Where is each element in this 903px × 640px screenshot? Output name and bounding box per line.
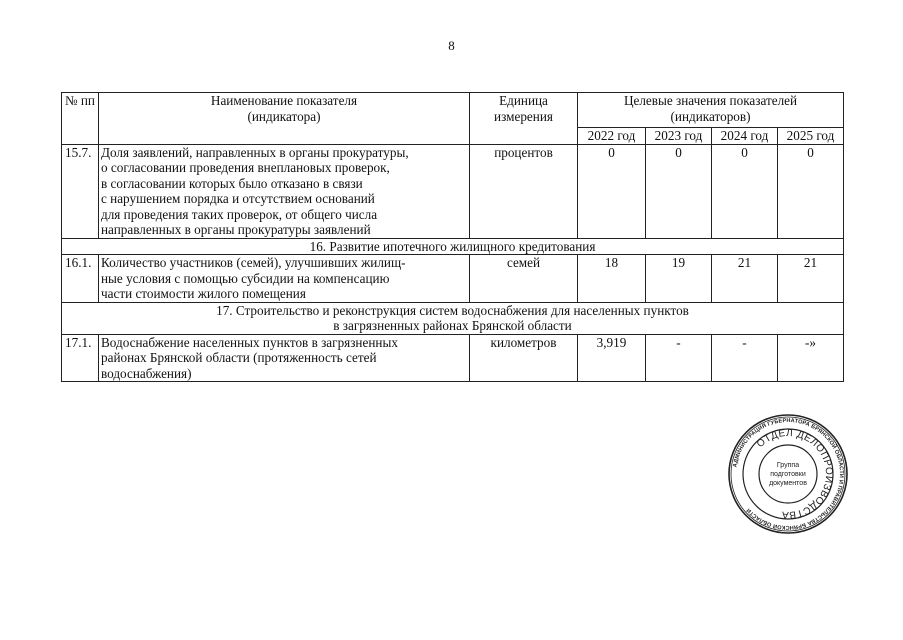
section-title-17-line1: 17. Строительство и реконструкция систем водоснабжения для населенных пунктов — [216, 302, 689, 318]
official-stamp — [727, 413, 849, 535]
header-unit — [470, 93, 578, 145]
section-row — [62, 238, 844, 255]
row-name-line: в согласовании которых было отказано в связи — [101, 175, 363, 191]
row-name-line: части стоимости жилого помещения — [101, 286, 306, 301]
table-row — [62, 255, 844, 303]
row-name — [99, 255, 470, 303]
header-unit-line2: измерения — [494, 108, 553, 124]
stamp-outer-text: АДМИНИСТРАЦИЯ ГУБЕРНАТОРА БРЯНСКОЙ ОБЛАСТИ И ПРАВИТЕЛЬСТВА БРЯНСКОЙ ОБЛАСТИ — [732, 417, 845, 531]
header-year: 2025 год — [778, 128, 844, 145]
row-name — [99, 334, 470, 382]
row-num: 15.7. — [62, 144, 99, 238]
header-name — [99, 93, 470, 145]
stamp-center-line: Группа — [776, 462, 800, 469]
row-unit: километров — [470, 334, 578, 382]
row-name-line: районах Брянской области (протяженность сетей — [101, 350, 377, 365]
section-row — [62, 302, 844, 334]
row-value: 19 — [646, 255, 712, 303]
row-value: -» — [778, 334, 844, 382]
header-year: 2022 год — [578, 128, 646, 145]
row-value: - — [712, 334, 778, 382]
header-year: 2023 год — [646, 128, 712, 145]
header-num: № пп — [62, 93, 99, 145]
row-value: 3,919 — [578, 334, 646, 382]
header-targets-line1: Целевые значения показателей — [623, 93, 798, 108]
header-name-line1: Наименование показателя — [210, 93, 358, 108]
header-unit-line1: Единица — [499, 93, 548, 108]
header-name-line2: (индикатора) — [247, 108, 321, 124]
row-name-line: о согласовании проведения внеплановых проверок, — [101, 160, 390, 175]
stamp-center-line: подготовки — [770, 471, 806, 478]
row-unit: процентов — [470, 144, 578, 238]
stamp-center-line: документов — [769, 480, 807, 487]
row-name-line: направленных в органы прокуратуры заявлений — [101, 222, 371, 237]
row-name-line: с нарушением порядка и отсутствием оснований — [101, 191, 375, 206]
row-num: 16.1. — [62, 255, 99, 303]
row-value: 0 — [712, 144, 778, 238]
row-value: - — [646, 334, 712, 382]
table-row — [62, 334, 844, 382]
row-name-line: Количество участников (семей), улучшивших жилищ- — [101, 255, 406, 270]
row-name — [99, 144, 470, 238]
section-title-17 — [62, 302, 844, 334]
row-value: 21 — [712, 255, 778, 303]
row-unit: семей — [470, 255, 578, 303]
row-name-line: водоснабжения) — [101, 365, 192, 381]
row-name-line: Водоснабжение населенных пунктов в загрязненных — [101, 334, 398, 350]
row-value: 0 — [578, 144, 646, 238]
page-number: 8 — [448, 38, 455, 53]
stamp-inner-text: ОТДЕЛ ДЕЛОПРОИЗВОДСТВА — [754, 427, 835, 521]
row-value: 0 — [646, 144, 712, 238]
row-name-line: ные условия с помощью субсидии на компенсацию — [101, 270, 390, 286]
row-num: 17.1. — [62, 334, 99, 382]
header-year: 2024 год — [712, 128, 778, 145]
header-row — [62, 93, 844, 128]
table-row — [62, 144, 844, 238]
indicators-table — [61, 92, 844, 382]
section-title-17-line2: в загрязненных районах Брянской области — [333, 318, 572, 333]
row-value: 18 — [578, 255, 646, 303]
section-title-16: 16. Развитие ипотечного жилищного кредитования — [62, 238, 844, 255]
row-value: 0 — [778, 144, 844, 238]
row-value: 21 — [778, 255, 844, 303]
header-targets-line2: (индикаторов) — [670, 108, 751, 124]
header-targets — [578, 93, 844, 128]
row-name-line: Доля заявлений, направленных в органы прокуратуры, — [101, 144, 409, 160]
row-name-line: для проведения таких проверок, от общего числа — [101, 206, 378, 222]
